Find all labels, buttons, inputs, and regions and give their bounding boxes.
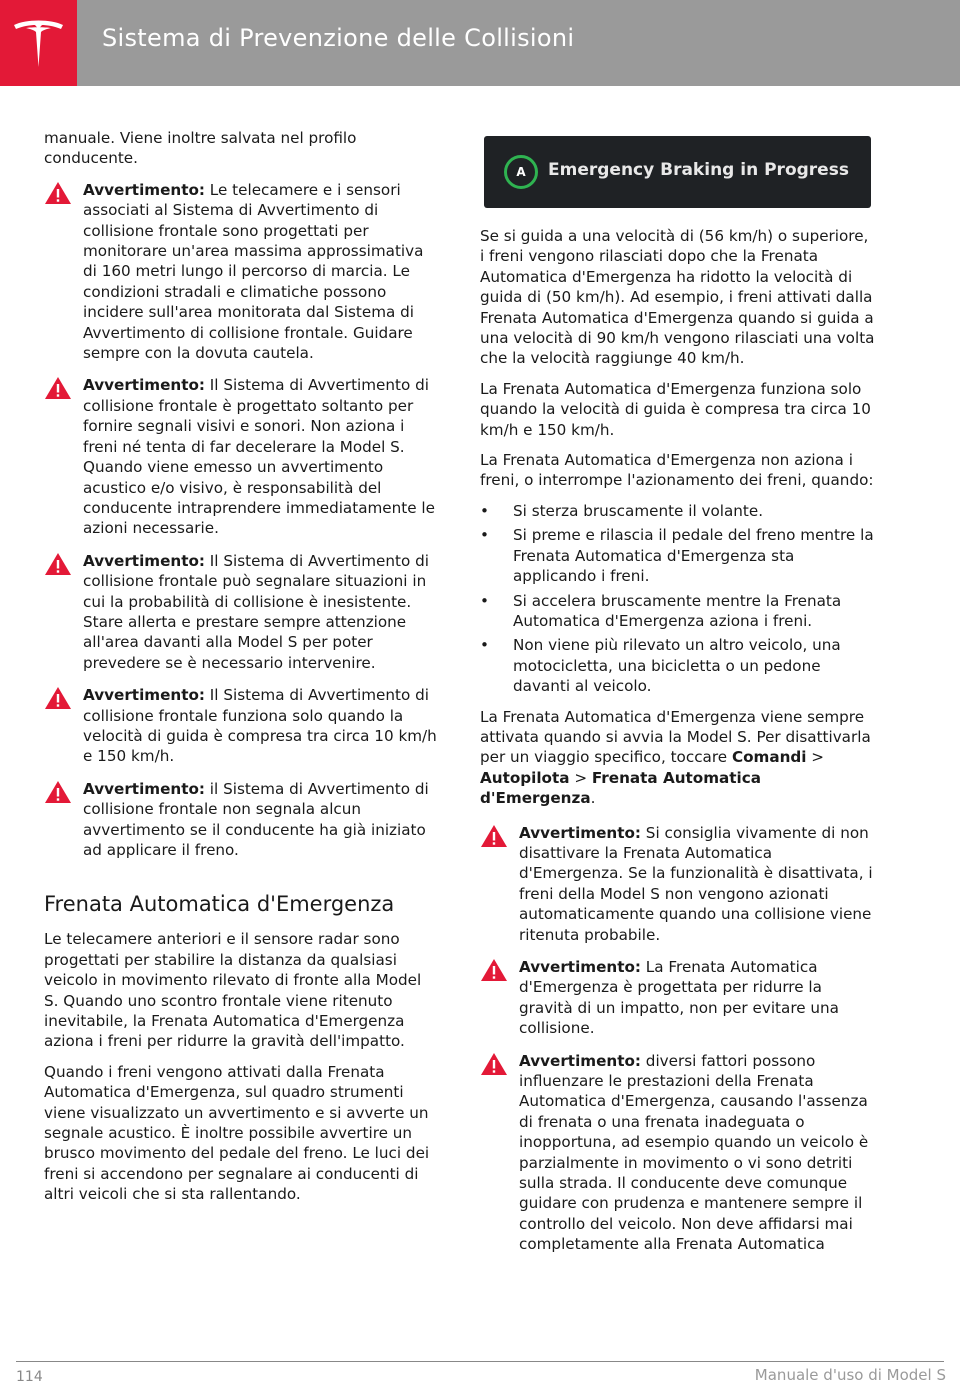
menu-path-autopilota: Autopilota — [480, 768, 570, 787]
warning-triangle-icon — [44, 686, 72, 710]
warning-triangle-icon — [480, 1052, 508, 1076]
manual-title: Manuale d'uso di Model S — [754, 1366, 946, 1384]
emergency-braking-banner — [484, 136, 871, 208]
warning-block — [44, 375, 440, 538]
warning-label: Avvertimento: — [83, 376, 205, 395]
warning-triangle-icon — [44, 181, 72, 205]
warning-block — [480, 823, 875, 945]
warning-triangle-icon — [44, 376, 72, 400]
list-item-text: Non viene più rilevato un altro veicolo, una motocicletta, una bicicletta o un pedone davanti al veicolo. — [513, 636, 841, 696]
tesla-logo-icon — [12, 17, 65, 69]
body-paragraph: La Frenata Automatica d'Emergenza non aziona i freni, o interrompe l'azionamento dei freni, quando: — [480, 451, 874, 490]
conditions-list — [480, 501, 875, 697]
intro-paragraph: manuale. Viene inoltre salvata nel profilo conducente. — [44, 129, 357, 168]
warning-block — [480, 957, 875, 1039]
bullet-icon: • — [480, 636, 489, 655]
warning-text: Il Sistema di Avvertimento di collisione frontale può segnalare situazioni in cui la probabilità di collisione è inesistente. Stare allerta e prestare sempre attenzione all'area davanti alla Model S per poter prevedere se è necessario intervenire. — [83, 551, 429, 672]
page-title: Sistema di Prevenzione delle Collisioni — [102, 24, 575, 52]
warning-label: Avvertimento: — [519, 1051, 641, 1070]
right-column — [480, 132, 875, 1267]
footer-divider — [16, 1361, 944, 1362]
warning-text: Il Sistema di Avvertimento di collisione frontale è progettato soltanto per fornire segnali visivi e sonori. Non aziona i freni né tenta di far decelerare la Model S. Quando viene emesso un avvertimento acustico e/o visivo, è responsabilità del conducente intraprendere immediatamente le azioni necessarie. — [83, 376, 435, 538]
warning-triangle-icon — [44, 552, 72, 576]
warning-block — [44, 779, 440, 861]
brand-logo — [0, 0, 77, 86]
autopilot-badge-icon — [504, 155, 538, 189]
warning-triangle-icon — [44, 780, 72, 804]
activation-paragraph — [480, 707, 875, 809]
body-paragraph: Quando i freni vengono attivati dalla Frenata Automatica d'Emergenza, sul quadro strumenti viene visualizzato un avvertimento e si avverte un segnale acustico. È inoltre possibile avvertire un brusco movimento del pedale del freno. Le luci dei freni si accendono per segnalare ai conducenti di altri veicoli che si sta rallentando. — [44, 1062, 430, 1204]
path-end: . — [590, 789, 596, 808]
warning-label: Avvertimento: — [83, 551, 205, 570]
list-item — [480, 525, 875, 586]
body-paragraph: La Frenata Automatica d'Emergenza funziona solo quando la velocità di guida è compresa tra circa 10 km/h e 150 km/h. — [480, 379, 871, 439]
warning-triangle-icon — [480, 958, 508, 982]
menu-path-comandi: Comandi — [731, 748, 807, 767]
section-heading: Frenata Automatica d'Emergenza — [44, 892, 395, 917]
warning-text: Le telecamere e i sensori associati al Sistema di Avvertimento di collisione frontale sono progettati per monitorare un'area massima approssimativa di 160 metri lungo il percorso di marcia. Le condizioni stradali e climatiche possono incidere sull'area monitorata dal Sistema di Avvertimento di collisione frontale. Guidare sempre con la dovuta cautela. — [83, 180, 424, 363]
warning-text: La Frenata Automatica d'Emergenza è progettata per ridurre la gravità di un impatto, non per evitare una collisione. — [519, 958, 839, 1038]
warning-label: Avvertimento: — [519, 823, 641, 842]
menu-path-frenata: Frenata Automatica d'Emergenza — [480, 768, 761, 808]
page-header — [0, 0, 960, 86]
list-item — [480, 501, 875, 521]
path-separator: > — [806, 748, 825, 767]
bullet-icon: • — [480, 591, 489, 610]
list-item — [480, 635, 875, 696]
warning-block — [480, 1051, 875, 1255]
warning-label: Avvertimento: — [519, 958, 641, 976]
body-paragraph: Le telecamere anteriori e il sensore radar sono progettati per stabilire la distanza da qualsiasi veicolo in movimento rilevato di fronte alla Model S. Quando uno scontro frontale viene ritenuto inevitabile, la Frenata Automatica d'Emergenza aziona i freni per ridurre la gravità dell'impatto. — [44, 930, 422, 1051]
warning-block — [44, 551, 440, 673]
path-separator: > — [569, 768, 592, 787]
list-item-text: Si accelera bruscamente mentre la Frenata Automatica d'Emergenza aziona i freni. — [513, 591, 842, 630]
list-item — [480, 591, 875, 632]
bullet-icon: • — [480, 526, 489, 545]
bullet-icon: • — [480, 501, 489, 520]
warning-text: Il Sistema di Avvertimento di collisione frontale funziona solo quando la velocità di guida è compresa tra circa 10 km/h e 150 km/h. — [83, 686, 437, 766]
page-number: 114 — [16, 1369, 43, 1385]
left-column — [44, 128, 440, 1215]
badge-letter: A — [516, 165, 526, 179]
warning-block — [44, 685, 440, 767]
activation-text: La Frenata Automatica d'Emergenza viene sempre attivata quando si avvia la Model S. Per disattivarla per un viaggio specifico, toccare — [480, 707, 871, 767]
warning-text: diversi fattori possono influenzare le prestazioni della Frenata Automatica d'Emergenza, causando l'assenza di frenata o una frenata inadeguata o inopportuna, ad esempio quando un veicolo è parzialmente in movimento o vi sono detriti sulla strada. Il conducente deve comunque guidare con prudenza e mantenere sempre il controllo del veicolo. Non deve affidarsi mai completamente alla Frenata Automatica — [519, 1051, 869, 1254]
warning-text: il Sistema di Avvertimento di collisione frontale non segnala alcun avvertimento se il conducente ha già iniziato ad applicare il freno. — [83, 779, 429, 859]
warning-label: Avvertimento: — [83, 686, 205, 705]
banner-text: Emergency Braking in Progress — [548, 160, 849, 180]
warning-text: Si consiglia vivamente di non disattivare la Frenata Automatica d'Emergenza. Se la funzionalità è disattivata, i freni della Model S non vengono azionati automaticamente quando una collisione viene ritenuta probabile. — [519, 823, 873, 944]
warning-label: Avvertimento: — [83, 180, 205, 199]
list-item-text: Si sterza bruscamente il volante. — [513, 501, 764, 520]
warning-block — [44, 180, 440, 364]
list-item-text: Si preme e rilascia il pedale del freno mentre la Frenata Automatica d'Emergenza sta applicando i freni. — [513, 526, 874, 586]
body-paragraph: Se si guida a una velocità di (56 km/h) o superiore, i freni vengono rilasciati dopo che la Frenata Automatica d'Emergenza ha ridotto la velocità di guida di (50 km/h). Ad esempio, i freni attivati dalla Frenata Automatica d'Emergenza quando si guida a una velocità di 90 km/h vengono rilasciati una volta che la velocità raggiunge 40 km/h. — [480, 227, 875, 368]
warning-triangle-icon — [480, 824, 508, 848]
warning-label: Avvertimento: — [83, 779, 205, 798]
